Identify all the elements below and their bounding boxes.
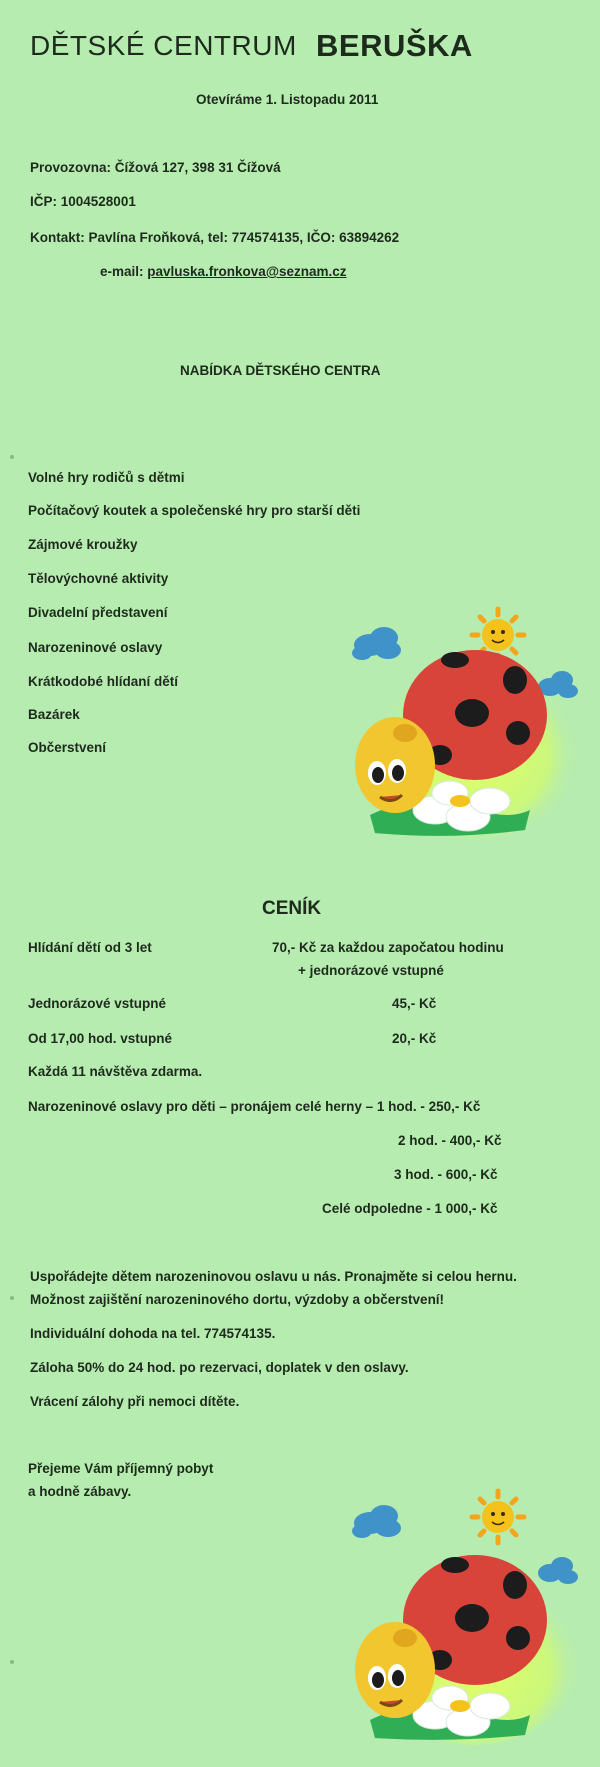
party-price-2h: 2 hod. - 400,- Kč <box>398 1133 502 1148</box>
ladybug-snail-illustration <box>350 605 590 845</box>
email-line <box>100 264 347 279</box>
offer-item: Volné hry rodičů s dětmi <box>28 470 185 485</box>
email-label: e-mail: <box>100 264 148 279</box>
scan-speck <box>10 1660 14 1664</box>
price-note-babysitting: + jednorázové vstupné <box>298 963 444 978</box>
free-visit-note: Každá 11 návštěva zdarma. <box>28 1064 203 1079</box>
offer-item: Počítačový koutek a společenské hry pro starší děti <box>28 503 361 518</box>
address: Provozovna: Čížová 127, 398 31 Čížová <box>30 160 281 175</box>
price-value-entry: 45,- Kč <box>392 996 437 1011</box>
info-line: Záloha 50% do 24 hod. po rezervaci, doplatek v den oslavy. <box>30 1360 409 1375</box>
center-name: BERUŠKA <box>316 28 473 63</box>
price-value-babysitting: 70,- Kč za každou započatou hodinu <box>272 940 504 955</box>
info-line: Uspořádejte dětem narozeninovou oslavu u nás. Pronajměte si celou hernu. <box>30 1269 517 1284</box>
info-line: Možnost zajištění narozeninového dortu, výzdoby a občerstvení! <box>30 1292 445 1307</box>
price-value-evening: 20,- Kč <box>392 1031 437 1046</box>
pricing-heading: CENÍK <box>262 898 322 919</box>
offer-item: Zájmové kroužky <box>28 537 138 552</box>
price-label-evening: Od 17,00 hod. vstupné <box>28 1031 173 1046</box>
offer-item: Narozeninové oslavy <box>28 640 163 655</box>
contact-info: Kontakt: Pavlína Froňková, tel: 774574135, IČO: 63894262 <box>30 230 400 245</box>
ladybug-snail-illustration-bottom <box>350 1485 590 1745</box>
opening-date: Otevíráme 1. Listopadu 2011 <box>196 92 379 107</box>
price-label-babysitting: Hlídání dětí od 3 let <box>28 940 152 955</box>
center-title: DĚTSKÉ CENTRUM <box>30 30 297 61</box>
scan-speck <box>10 455 14 459</box>
scan-speck <box>10 1296 14 1300</box>
info-line: Vrácení zálohy při nemoci dítěte. <box>30 1394 240 1409</box>
offer-item: Tělovýchovné aktivity <box>28 571 169 586</box>
offer-item: Občerstvení <box>28 740 107 755</box>
price-label-entry: Jednorázové vstupné <box>28 996 167 1011</box>
icp: IČP: 1004528001 <box>30 194 136 209</box>
closing-line: Přejeme Vám příjemný pobyt <box>28 1461 214 1476</box>
party-price-1h: Narozeninové oslavy pro děti – pronájem celé herny – 1 hod. - 250,- Kč <box>28 1099 481 1114</box>
info-line: Individuální dohoda na tel. 774574135. <box>30 1326 276 1341</box>
offer-item: Divadelní představení <box>28 605 168 620</box>
email-link[interactable]: pavluska.fronkova@seznam.cz <box>147 264 347 279</box>
offer-item: Bazárek <box>28 707 80 722</box>
closing-line: a hodně zábavy. <box>28 1484 132 1499</box>
offer-item: Krátkodobé hlídaní dětí <box>28 674 179 689</box>
offer-heading: NABÍDKA DĚTSKÉHO CENTRA <box>180 363 381 378</box>
party-price-3h: 3 hod. - 600,- Kč <box>394 1167 498 1182</box>
party-price-full: Celé odpoledne - 1 000,- Kč <box>322 1201 498 1216</box>
